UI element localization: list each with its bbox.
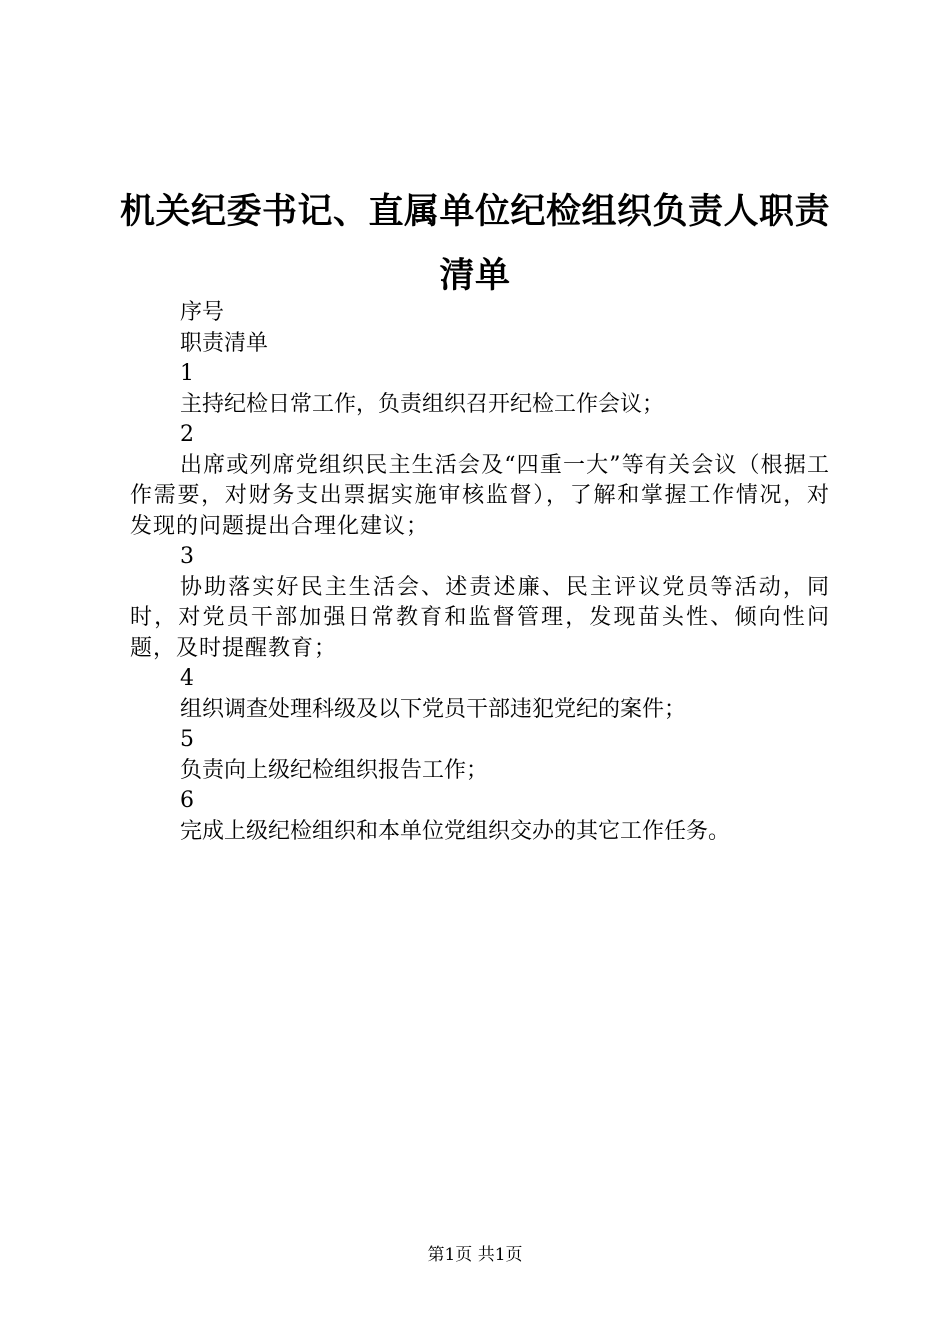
item-number: 4 [180, 666, 194, 691]
item-text: 完成上级纪检组织和本单位党组织交办的其它工作任务。 [180, 818, 731, 844]
page-title [100, 180, 850, 308]
item-number: 1 [180, 361, 194, 386]
item-text: 主持纪检日常工作，负责组织召开纪检工作会议； [180, 391, 665, 417]
item-text: 负责向上级纪检组织报告工作； [180, 757, 489, 783]
item-text: 出席或列席党组织民主生活会及“四重一大”等有关会议（根据工作需要，对财务支出票据实施审核监督），了解和掌握工作情况，对发现的问题提出合理化建议； [130, 452, 830, 539]
title-line-1: 机关纪委书记、直属单位纪检组织负责人职责 [119, 192, 830, 232]
duty-list [130, 298, 830, 847]
column-header-duty: 职责清单 [180, 330, 269, 356]
title-line-2: 清单 [439, 256, 511, 296]
item-number: 2 [180, 422, 194, 447]
column-header-index: 序号 [180, 300, 225, 325]
item-text: 组织调查处理科级及以下党员干部违犯党纪的案件； [180, 696, 687, 722]
item-number: 5 [180, 727, 194, 752]
item-text: 协助落实好民主生活会、述责述廉、民主评议党员等活动，同时，对党员干部加强日常教育和监督管理，发现苗头性、倾向性问题，及时提醒教育； [130, 574, 830, 661]
page-footer: 第1页 共1页 [427, 1245, 523, 1265]
item-number: 6 [180, 788, 194, 813]
item-number: 3 [180, 544, 194, 569]
